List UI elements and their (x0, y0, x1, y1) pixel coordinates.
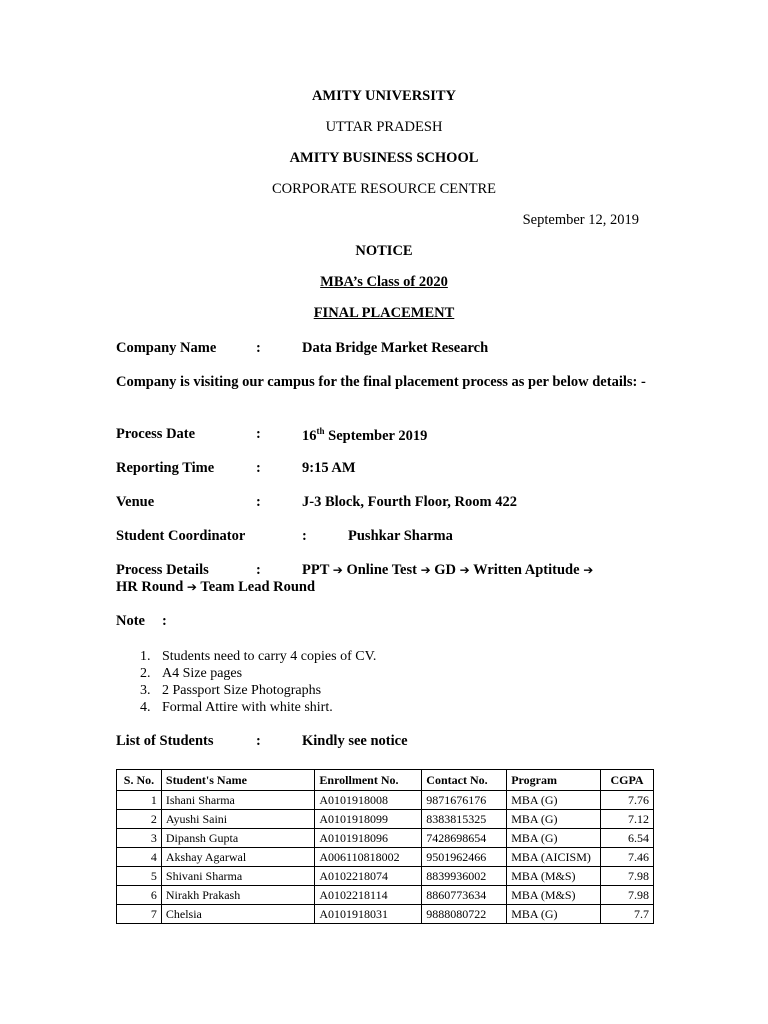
cell-program: MBA (G) (507, 829, 601, 848)
cell-cgpa: 7.46 (601, 848, 654, 867)
process-date-colon: : (256, 426, 261, 442)
header-cgpa: CGPA (601, 770, 654, 791)
note-item-number: 4. (140, 700, 151, 715)
cell-cgpa: 7.76 (601, 791, 654, 810)
step-ppt: PPT (302, 562, 330, 578)
cell-name: Nirakh Prakash (161, 886, 315, 905)
note-item-number: 3. (140, 683, 151, 698)
process-details-colon: : (256, 562, 261, 578)
cell-program: MBA (G) (507, 791, 601, 810)
cell-cgpa: 7.98 (601, 867, 654, 886)
table-row (117, 829, 654, 848)
note-item (116, 665, 376, 682)
cell-name: Chelsia (161, 905, 315, 924)
header-program: Program (507, 770, 601, 791)
table-row (117, 810, 654, 829)
arrow-icon: ➔ (583, 563, 594, 577)
placement-heading (0, 305, 768, 322)
cell-name: Ishani Sharma (161, 791, 315, 810)
table-header-row (117, 770, 654, 791)
cell-contact: 9501962466 (422, 848, 507, 867)
table-row (117, 886, 654, 905)
intro-paragraph: Company is visiting our campus for the final placement process as per below details: - (116, 374, 646, 390)
coordinator-colon: : (302, 528, 307, 544)
company-value: Data Bridge Market Research (302, 340, 489, 356)
table-row (117, 867, 654, 886)
table-row (117, 848, 654, 867)
cell-contact: 8860773634 (422, 886, 507, 905)
header-name: Student's Name (161, 770, 315, 791)
reporting-time-label: Reporting Time (116, 460, 215, 476)
cell-sno: 6 (117, 886, 162, 905)
cell-sno: 3 (117, 829, 162, 848)
cell-name: Akshay Agarwal (161, 848, 315, 867)
note-label: Note (116, 613, 145, 629)
arrow-icon: ➔ (186, 580, 197, 594)
class-heading-text: MBA’s Class of 2020 (320, 274, 448, 290)
step-online-test: Online Test (346, 562, 417, 578)
cell-cgpa: 7.98 (601, 886, 654, 905)
note-colon: : (162, 613, 167, 629)
cell-enrollment: A0101918099 (315, 810, 422, 829)
cell-name: Shivani Sharma (161, 867, 315, 886)
cell-enrollment: A006110818002 (315, 848, 422, 867)
note-item (116, 682, 376, 699)
arrow-icon: ➔ (459, 563, 470, 577)
cell-program: MBA (G) (507, 905, 601, 924)
header-enrollment: Enrollment No. (315, 770, 422, 791)
cell-program: MBA (G) (507, 810, 601, 829)
process-details-line2 (116, 579, 315, 596)
school-title: AMITY BUSINESS SCHOOL (289, 150, 479, 166)
company-label: Company Name (116, 340, 217, 356)
process-details-label: Process Details (116, 562, 209, 578)
header-contact: Contact No. (422, 770, 507, 791)
venue-label: Venue (116, 494, 155, 510)
note-item-text: Formal Attire with white shirt. (162, 700, 333, 715)
state-title: UTTAR PRADESH (325, 119, 443, 135)
arrow-icon: ➔ (332, 563, 343, 577)
reporting-time-value: 9:15 AM (302, 460, 356, 476)
header-sno: S. No. (117, 770, 162, 791)
process-details-line1 (302, 562, 654, 579)
cell-enrollment: A0101918031 (315, 905, 422, 924)
list-label: List of Students (116, 733, 214, 749)
note-list (116, 648, 376, 716)
note-item-text: Students need to carry 4 copies of CV. (162, 649, 377, 664)
cell-name: Dipansh Gupta (161, 829, 315, 848)
step-team-lead-round: Team Lead Round (200, 579, 316, 595)
cell-program: MBA (M&S) (507, 886, 601, 905)
note-item-number: 1. (140, 649, 151, 664)
cell-enrollment: A0102218074 (315, 867, 422, 886)
list-colon: : (256, 733, 261, 749)
note-item (116, 648, 376, 665)
notice-heading: NOTICE (355, 243, 413, 259)
company-colon: : (256, 340, 261, 356)
cell-enrollment: A0101918008 (315, 791, 422, 810)
cell-sno: 4 (117, 848, 162, 867)
placement-heading-text: FINAL PLACEMENT (313, 305, 455, 321)
list-value: Kindly see notice (302, 733, 408, 749)
cell-contact: 8383815325 (422, 810, 507, 829)
cell-sno: 5 (117, 867, 162, 886)
cell-sno: 7 (117, 905, 162, 924)
notice-date: September 12, 2019 (522, 212, 639, 228)
coordinator-value: Pushkar Sharma (348, 528, 453, 544)
cell-contact: 8839936002 (422, 867, 507, 886)
arrow-icon: ➔ (420, 563, 431, 577)
cell-contact: 9888080722 (422, 905, 507, 924)
cell-name: Ayushi Saini (161, 810, 315, 829)
reporting-time-colon: : (256, 460, 261, 476)
process-date-day: 16 (302, 427, 317, 444)
note-item-text: A4 Size pages (162, 666, 243, 681)
cell-cgpa: 7.7 (601, 905, 654, 924)
cell-cgpa: 6.54 (601, 829, 654, 848)
venue-value: J-3 Block, Fourth Floor, Room 422 (302, 494, 517, 510)
coordinator-label: Student Coordinator (116, 528, 246, 544)
venue-colon: : (256, 494, 261, 510)
process-date-suffix: th (316, 426, 325, 436)
cell-contact: 9871676176 (422, 791, 507, 810)
table-row (117, 905, 654, 924)
class-heading (0, 274, 768, 291)
step-hr-round: HR Round (116, 579, 184, 595)
step-written-aptitude: Written Aptitude (473, 562, 580, 578)
cell-program: MBA (M&S) (507, 867, 601, 886)
cell-enrollment: A0101918096 (315, 829, 422, 848)
note-item-text: 2 Passport Size Photographs (162, 683, 322, 698)
table-row (117, 791, 654, 810)
process-date-label: Process Date (116, 426, 196, 442)
step-gd: GD (434, 562, 457, 578)
cell-sno: 1 (117, 791, 162, 810)
university-title: AMITY UNIVERSITY (311, 88, 457, 104)
cell-cgpa: 7.12 (601, 810, 654, 829)
process-date-value (302, 426, 427, 445)
cell-sno: 2 (117, 810, 162, 829)
note-item-number: 2. (140, 666, 151, 681)
centre-title: CORPORATE RESOURCE CENTRE (272, 181, 496, 197)
process-date-rest: September 2019 (324, 427, 428, 444)
cell-enrollment: A0102218114 (315, 886, 422, 905)
note-item (116, 699, 376, 716)
cell-contact: 7428698654 (422, 829, 507, 848)
table-body (117, 791, 654, 924)
students-table (116, 769, 654, 924)
cell-program: MBA (AICISM) (507, 848, 601, 867)
